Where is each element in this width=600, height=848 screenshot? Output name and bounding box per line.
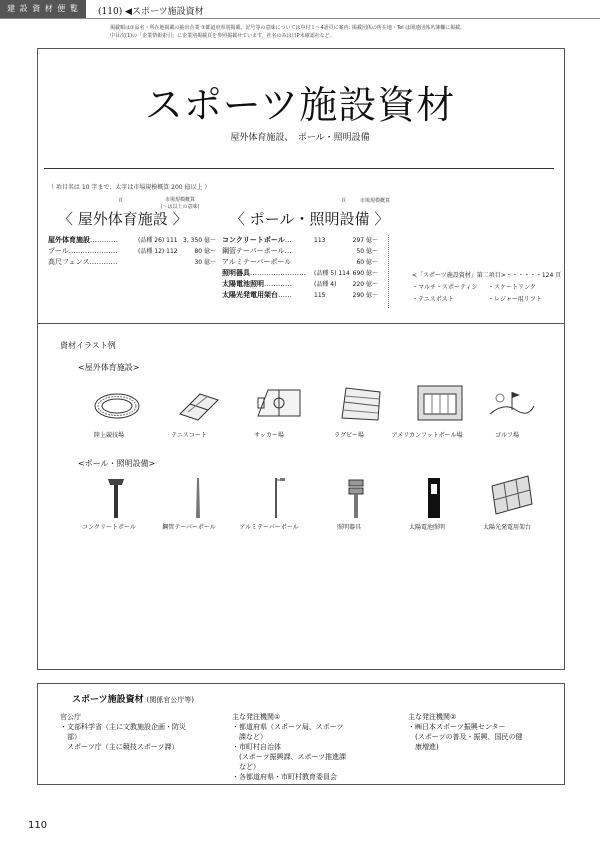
ordering-agencies-1-lines <box>232 722 402 782</box>
item-market-size: 690 億～ <box>352 270 378 277</box>
item-name <box>222 257 291 268</box>
header-title: (110) ◀スポーツ施設資材 <box>98 7 204 17</box>
stadium-icon <box>92 384 142 424</box>
ordering-agencies-2-title: 主な発注機関② <box>408 713 457 721</box>
item-label: 屋外体育施設 <box>48 236 90 244</box>
item-market-size: 30 億～ <box>194 259 216 266</box>
item-leader: …… <box>278 291 292 299</box>
left-head-market-label: 市場規模概算 <box>164 197 195 203</box>
item-ref: (品種 5) 114 <box>314 270 350 277</box>
agency-line: ・各都道府県・市町村教育委員会 <box>232 773 337 781</box>
item-name <box>48 257 117 268</box>
item-label: 太陽光発電用架台 <box>222 291 278 299</box>
left-head-page: 頁 <box>118 198 124 204</box>
list-item <box>222 257 392 268</box>
list-item <box>48 246 218 257</box>
illustration-label: アメリカンフットボール場 <box>391 432 463 439</box>
agency-line: ・㈱日本スポーツ振興センター <box>408 723 506 731</box>
illustration-label: 太陽電池照明 <box>408 524 445 531</box>
other-items-row-2 <box>412 294 562 306</box>
title-rule <box>44 168 554 169</box>
item-market-size: 290 億～ <box>352 292 378 299</box>
agency-line: ・市町村自治体 <box>232 743 281 751</box>
aluminum-taper-pole-icon <box>266 476 290 518</box>
agency-line: スポーツ庁（主に競技スポーツ課） <box>60 743 179 751</box>
item-name <box>48 246 118 257</box>
item-ref: 113 <box>314 237 326 244</box>
left-item-list <box>48 235 218 268</box>
item-name <box>48 235 118 246</box>
golf-course-icon <box>488 384 536 424</box>
item-leader: …………………… <box>250 269 306 277</box>
ordering-agencies-2-column <box>408 712 558 752</box>
section-divider <box>37 323 565 324</box>
list-item <box>222 246 392 257</box>
item-label: 太陽電池照明 <box>222 280 264 288</box>
solar-panel-mount-icon <box>488 474 534 518</box>
tennis-court-icon <box>174 384 222 424</box>
item-name <box>222 235 292 246</box>
illustration-label: 陸上競技場 <box>93 432 124 439</box>
item-ref: 115 <box>314 292 326 299</box>
item-market-size: 50 億～ <box>356 248 378 255</box>
list-item <box>222 268 392 279</box>
illustration-label: 照明器具 <box>336 524 361 531</box>
item-label: プール <box>48 247 69 255</box>
other-item: ・スケートリンク <box>488 284 536 291</box>
column-divider <box>388 235 390 308</box>
item-market-size: 60 億～ <box>356 259 378 266</box>
agency-line: 課など） <box>232 733 267 741</box>
item-market-size: 3, 350 億～ <box>183 237 216 244</box>
government-column <box>60 712 220 752</box>
related-agencies-title <box>72 692 194 705</box>
group2-labels <box>72 522 542 532</box>
ordering-agencies-2-lines <box>408 722 558 752</box>
right-head-market: 市場規模概算 <box>359 198 390 204</box>
item-market-size: 80 億～ <box>194 248 216 255</box>
item-name <box>222 268 306 279</box>
hint-text: （ 項目名は 10 字まで、太字は市場規模概算 200 億以上 ） <box>48 184 211 191</box>
illustration-label: 太陽光発電用架台 <box>482 524 531 531</box>
item-market-size: 297 億～ <box>352 237 378 244</box>
header-tab: 建 設 資 材 便 覧 <box>0 0 86 18</box>
item-name <box>222 290 292 301</box>
illustration-label: アルミテーパーポール <box>239 524 299 531</box>
item-leader: ………… <box>89 258 118 266</box>
agency-line: 康増進) <box>408 743 439 751</box>
illustration-label: テニスコート <box>171 432 207 439</box>
right-head-page: 頁 <box>341 198 347 204</box>
item-label: 照明器具 <box>222 269 250 277</box>
item-leader: ………… <box>90 236 118 244</box>
item-leader: ………… <box>264 280 292 288</box>
item-label: アルミテーパーポール <box>222 258 292 266</box>
item-name <box>222 246 292 257</box>
note-line-1: 掲載順は①品名・所在地掲載の抽出企業 ②都道府県別掲載、記号等の意味については中付１～4語頁に案内: 掲載団体の所在地・Tel は関連団体名簿欄に掲載。 <box>110 25 466 31</box>
american-football-field-icon <box>414 380 466 424</box>
government-lines <box>60 722 220 752</box>
illustration-section-title: 資材イラスト例 <box>60 341 116 350</box>
group-title-outdoor: <屋外体育施設> <box>78 363 140 372</box>
soccer-field-icon <box>254 384 304 424</box>
item-label: 鋼管テーパーポール <box>222 247 285 255</box>
list-item <box>48 257 218 268</box>
list-item <box>222 279 392 290</box>
category-outdoor: 〈 屋外体育施設 〉 <box>58 210 188 228</box>
category-pole-lighting: 〈 ポール・照明設備 〉 <box>230 210 390 228</box>
agency-line: ・文部科学省（主に文教施設企画・防災 <box>60 723 186 731</box>
illustration-label: 鋼管テーパーポール <box>162 524 216 531</box>
government-title: 官公庁 <box>60 713 81 721</box>
list-item <box>222 290 392 301</box>
other-item: ・レジャー用リフト <box>488 296 542 303</box>
item-leader: … <box>284 247 292 255</box>
item-leader: ………………… <box>68 247 118 255</box>
item-label: 高尺フェンス <box>48 258 90 266</box>
light-fixture-icon <box>344 476 368 518</box>
related-agencies-title-note: (関係官公庁等) <box>146 696 194 704</box>
other-items <box>412 270 562 306</box>
ordering-agencies-1-title: 主な発注機関① <box>232 713 281 721</box>
illustration-label: サッカー場 <box>254 432 284 439</box>
concrete-pole-icon <box>104 476 128 518</box>
group1-labels <box>72 430 542 440</box>
steel-taper-pole-icon <box>188 476 208 518</box>
page-title: スポーツ施設資材 <box>144 83 456 127</box>
agency-line: ・都道府県（スポーツ局、スポーツ <box>232 723 344 731</box>
item-label: コンクリートポール <box>222 236 285 244</box>
item-ref: (品種 4) <box>314 281 337 288</box>
item-market-size: 220 億～ <box>352 281 378 288</box>
item-ref: (品種 26) 111 <box>138 237 178 244</box>
group-title-pole-lighting: <ポール・照明設備> <box>78 459 156 468</box>
page-number: 110 <box>28 820 48 831</box>
left-head-market-note: (～は以上の意味) <box>160 204 200 210</box>
agency-line: (スポーツ振興課、スポーツ推進課 <box>232 753 347 761</box>
agency-line: など） <box>232 763 260 771</box>
right-item-list <box>222 235 392 301</box>
other-item: ・マルチ・スポーティシ <box>412 284 478 291</box>
agency-line: (スポーツの普及・振興、国民の健 <box>408 733 523 741</box>
agency-line: 部） <box>60 733 81 741</box>
header-notes <box>110 24 580 40</box>
illustration-label: コンクリートポール <box>82 524 136 531</box>
page-subtitle: 屋外体育施設、 ポール・照明設備 <box>230 133 370 143</box>
list-item <box>222 235 392 246</box>
rugby-field-icon <box>336 382 384 424</box>
header-rule <box>0 18 600 19</box>
other-items-row-1 <box>412 282 562 294</box>
ordering-agencies-1-column <box>232 712 402 782</box>
related-agencies-title-main: スポーツ施設資材 <box>72 695 144 705</box>
item-leader: … <box>284 236 292 244</box>
illustration-label: ゴルフ場 <box>494 432 519 439</box>
other-items-header: <「スポーツ施設資材」第二項目>・・・・・・124 頁 <box>412 272 562 279</box>
other-item: ・テニスポスト <box>412 296 454 303</box>
item-name <box>222 279 292 290</box>
list-item <box>48 235 218 246</box>
note-line-2: 中目次(1)の「企業情報索引」に企業別掲載頁を参照掲載せています。社名のみは日P未確認社など。 <box>110 33 335 39</box>
illustration-label: ラグビー場 <box>334 432 364 439</box>
item-ref: (品種 12) 112 <box>138 248 178 255</box>
solar-light-icon <box>424 476 444 518</box>
